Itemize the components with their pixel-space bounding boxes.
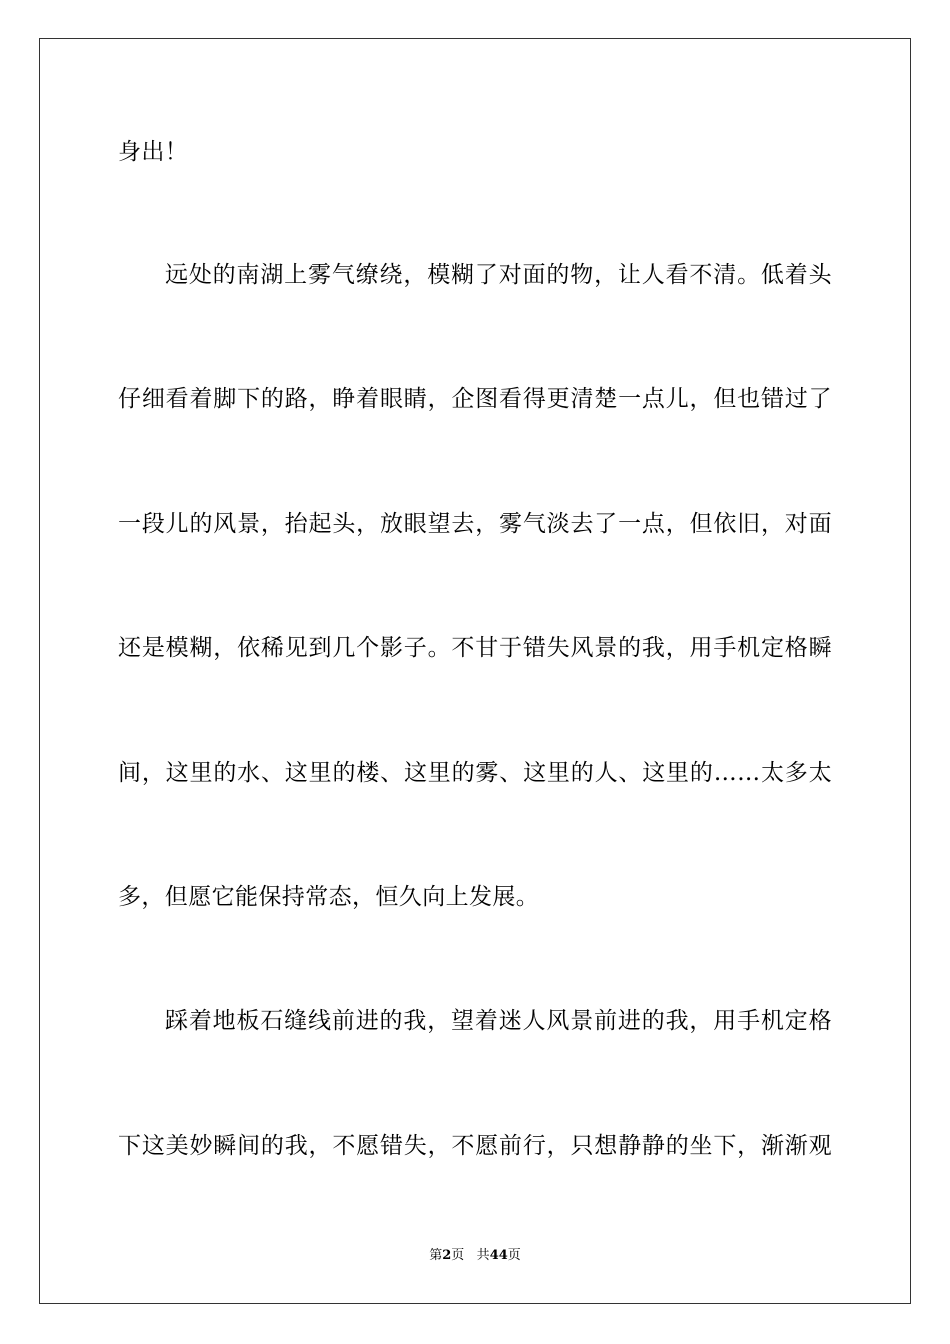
text-line: 多，但愿它能保持常态，恒久向上发展。 — [118, 884, 540, 910]
text-line: 下这美妙瞬间的我，不愿错失，不愿前行，只想静静的坐下，渐渐观 — [118, 1133, 832, 1159]
page-footer — [0, 1248, 950, 1264]
page-border — [39, 38, 911, 1304]
page-prefix: 第 — [429, 1248, 443, 1263]
text-line: 身出！ — [118, 139, 189, 165]
text-line: 踩着地板石缝线前进的我，望着迷人风景前进的我，用手机定格 — [165, 1008, 832, 1034]
total-pages: 44 — [489, 1248, 508, 1263]
text-line: 远处的南湖上雾气缭绕，模糊了对面的物，让人看不清。低着头 — [165, 262, 832, 288]
text-line: 还是模糊，依稀见到几个影子。不甘于错失风景的我，用手机定格瞬 — [118, 635, 832, 661]
text-line: 仔细看着脚下的路，睁着眼睛，企图看得更清楚一点儿，但也错过了 — [118, 386, 832, 412]
page-number: 2 — [442, 1248, 452, 1263]
total-suffix: 页 — [507, 1248, 521, 1263]
page-suffix: 页 — [451, 1248, 465, 1263]
total-prefix: 共 — [476, 1248, 490, 1263]
text-line: 一段儿的风景，抬起头，放眼望去，雾气淡去了一点，但依旧，对面 — [118, 511, 832, 537]
text-line: 间，这里的水、这里的楼、这里的雾、这里的人、这里的……太多太 — [118, 760, 832, 786]
